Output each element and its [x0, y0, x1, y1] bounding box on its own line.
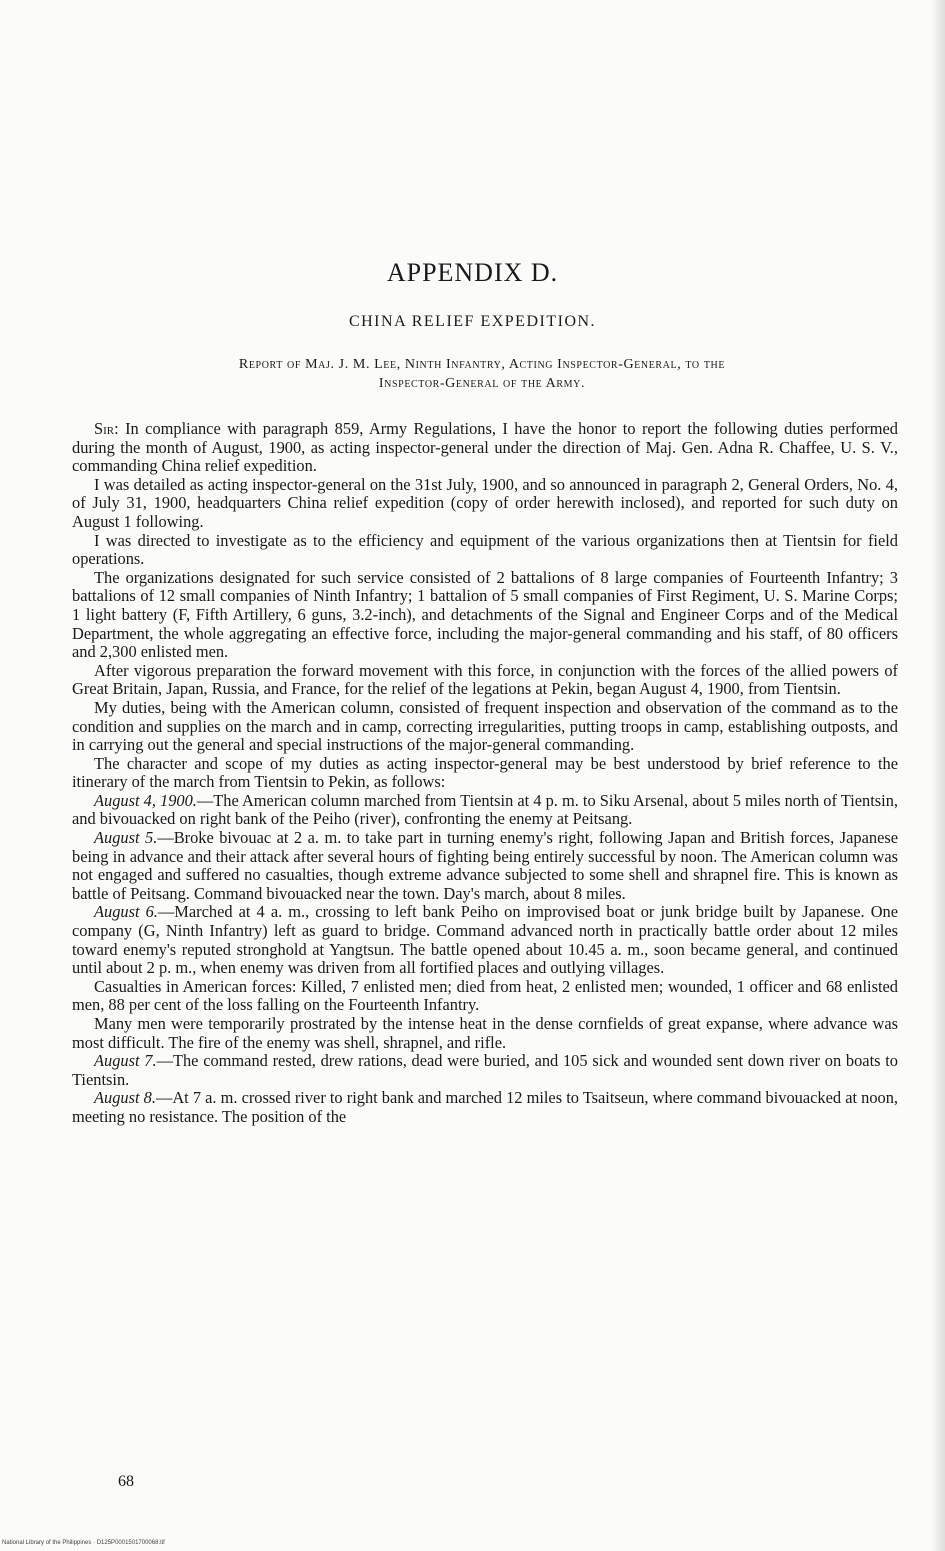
report-body — [72, 420, 898, 1127]
paragraph-1: Sir: In compliance with paragraph 859, Army Regulations, I have the honor to report the following duties performed during the month of August, 1900, as acting inspector-general under the direction of Maj. Gen. Adna R. Chaffee, U. S. V., commanding China relief expedition. — [72, 419, 898, 476]
salutation: Sir: — [94, 419, 119, 438]
appendix-title: APPENDIX D. — [386, 258, 559, 287]
scan-footer: National Library of the Philippines · D125P0001501700068.tif — [2, 1540, 165, 1546]
paragraph-3: I was directed to investigate as to the efficiency and equipment of the various organizations then at Tientsin for field operations. — [72, 530, 898, 569]
paragraph-8: August 4, 1900.—The American column marched from Tientsin at 4 p. m. to Siku Arsenal, about 5 miles north of Tientsin, and bivouacked on right bank of the Peiho (river), confronting the enemy at Peitsang. — [72, 790, 898, 829]
page-edge-shadow — [931, 0, 945, 1551]
paragraph-10: August 6.—Marched at 4 a. m., crossing to left bank Peiho on improvised boat or junk bridge built by Japanese. One company (G, Ninth Infantry) left as guard to bridge. Command advanced north in practically battle order about 12 miles toward enemy's reputed stronghold at Yangtsun. The battle opened about 10.45 a. m., soon became general, and continued until about 2 p. m., when enemy was driven from all fortified places and outlying villages. — [72, 902, 898, 978]
entry-date: August 6. — [94, 902, 158, 922]
paragraph-9: August 5.—Broke bivouac at 2 a. m. to take part in turning enemy's right, following Japan and British forces, Japanese being in advance and their attack after several hours of fighting being entirely successful by noon. The American column was not engaged and suffered no casualties, though extreme advance subjected to some shell and shrapnel fire. This is known as battle of Peitsang. Command bivouacked near the town. Day's march, about 8 miles. — [72, 828, 898, 903]
paragraph-6: My duties, being with the American column, consisted of frequent inspection and observation of the command as to the condition and supplies on the march and in camp, correcting irregularities, putting troops in camp, establishing outposts, and in carrying out the general and special instructions of the major-general commanding. — [72, 697, 898, 755]
paragraph-12: Many men were temporarily prostrated by the intense heat in the dense cornfields of great expanse, where advance was most difficult. The fire of the enemy was shell, shrapnel, and rifle. — [72, 1014, 898, 1052]
entry-date: August 5. — [94, 828, 158, 848]
entry-date: August 8. — [94, 1088, 156, 1108]
paragraph-5: After vigorous preparation the forward movement with this force, in conjunction with the forces of the allied powers of Great Britain, Japan, Russia, and France, for the relief of the legations at Pekin, began August 4, 1900, from Tientsin. — [72, 660, 898, 699]
paragraph-14: August 8.—At 7 a. m. crossed river to right bank and marched 12 miles to Tsaitseun, where command bivouacked at noon, meeting no resistance. The position of the — [72, 1088, 899, 1126]
paragraph-4: The organizations designated for such service consisted of 2 battalions of 8 large companies of Fourteenth Infantry; 3 battalions of 12 small companies of Ninth Infantry; 1 battalion of 5 small companies of First Regiment, U. S. Marine Corps; 1 light battery (F, Fifth Artillery, 6 guns, 3.2-inch), and detachments of the Signal and Engineer Corps and of the Medical Department, the whole aggregating an effective force, including the major-general commanding and his staff, of 80 officers and 2,300 enlisted men. — [72, 567, 898, 662]
page-number: 68 — [118, 1473, 134, 1490]
entry-date: August 7. — [94, 1051, 157, 1071]
paragraph-7: The character and scope of my duties as acting inspector-general may be best understood by brief reference to the itinerary of the march from Tientsin to Pekin, as follows: — [72, 753, 898, 792]
report-heading-line-2: Inspector-General of the Army. — [378, 376, 586, 391]
section-title: CHINA RELIEF EXPEDITION. — [348, 313, 597, 330]
entry-date: August 4, 1900. — [94, 790, 197, 810]
paragraph-13: August 7.—The command rested, drew rations, dead were buried, and 105 sick and wounded sent down river on boats to Tientsin. — [72, 1051, 899, 1089]
report-heading-line-1: Report of Maj. J. M. Lee, Ninth Infantry, Acting Inspector-General, to the — [238, 357, 726, 372]
report-heading — [72, 355, 892, 393]
paragraph-2: I was detailed as acting inspector-general on the 31st July, 1900, and so announced in paragraph 2, General Orders, No. 4, of July 31, 1900, headquarters China relief expedition (copy of order herewith inclosed), and reported for such duty on August 1 following. — [72, 474, 898, 531]
paragraph-11: Casualties in American forces: Killed, 7 enlisted men; died from heat, 2 enlisted men; wounded, 1 officer and 68 enlisted men, 88 per cent of the loss falling on the Fourteenth Infantry. — [72, 976, 898, 1015]
